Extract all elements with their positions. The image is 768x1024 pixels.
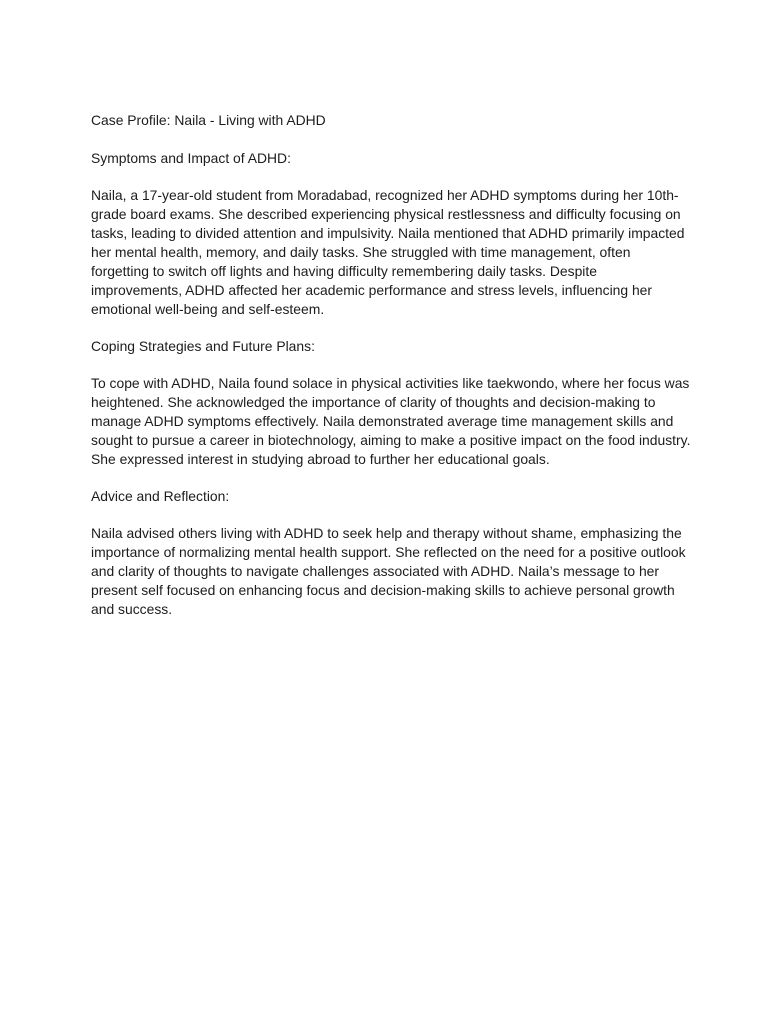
section-heading-symptoms: Symptoms and Impact of ADHD: (91, 150, 291, 166)
document-title: Case Profile: Naila - Living with ADHD (91, 112, 326, 128)
section-body-coping: To cope with ADHD, Naila found solace in physical activities like taekwondo, where her focus was heightened. She acknowledged the importance of clarity of thoughts and decision-making to manage ADHD symptoms effectively. Naila demonstrated average time management skills and sought to pursue a career in biotechnology, aiming to make a positive impact on the food industry. She expressed interest in studying abroad to further her educational goals. (91, 375, 691, 467)
section-heading-advice: Advice and Reflection: (91, 488, 230, 504)
document-page (91, 111, 691, 637)
section-body-symptoms: Naila, a 17-year-old student from Moradabad, recognized her ADHD symptoms during her 10th-grade board exams. She described experiencing physical restlessness and difficulty focusing on tasks, leading to divided attention and impulsivity. Naila mentioned that ADHD primarily impacted her mental health, memory, and daily tasks. She struggled with time management, often forgetting to switch off lights and having difficulty remembering daily tasks. Despite improvements, ADHD affected her academic performance and stress levels, influencing her emotional well-being and self-esteem. (91, 187, 685, 317)
section-body-advice: Naila advised others living with ADHD to seek help and therapy without shame, emphasizing the importance of normalizing mental health support. She reflected on the need for a positive outlook and clarity of thoughts to navigate challenges associated with ADHD. Naila’s message to her present self focused on enhancing focus and decision-making skills to achieve personal growth and success. (91, 525, 686, 617)
section-heading-coping: Coping Strategies and Future Plans: (91, 338, 315, 354)
